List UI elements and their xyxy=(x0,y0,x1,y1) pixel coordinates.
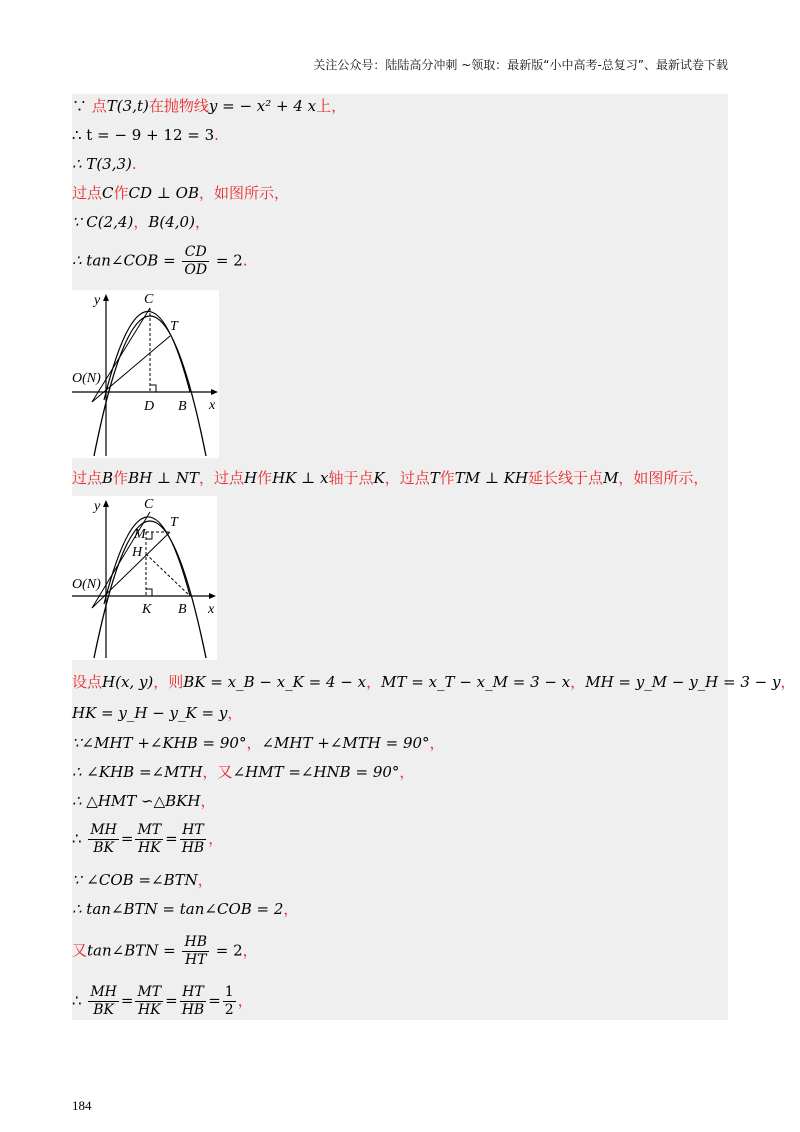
label-b: B xyxy=(178,399,187,414)
label-c: C xyxy=(144,497,154,512)
label-k: K xyxy=(142,602,152,617)
label-y: y xyxy=(94,499,101,514)
x-axis-arrow xyxy=(209,593,216,599)
line-2: ∴ t = − 9 + 12 = 3. xyxy=(72,126,219,144)
label-o-n: O(N) xyxy=(72,371,101,386)
label-y: y xyxy=(94,293,101,308)
fraction-cd-od: $\frac{CD}{OD}$ xyxy=(184,244,208,278)
line-oc xyxy=(92,308,150,402)
figure-parabola-1 xyxy=(72,290,219,458)
line-14: ∵ ∠COB =∠BTN， xyxy=(72,871,213,889)
page-header: 关注公众号：陆陆高分冲刺 ~领取：最新版“小中高考-总复习”、最新试卷下载 xyxy=(313,58,728,72)
line-1: ∵ 点T(3,t)在抛物线y = − x² + 4 x上， xyxy=(72,97,347,115)
x-axis-arrow xyxy=(211,389,218,395)
figure-parabola-2 xyxy=(72,496,217,660)
right-angle-m xyxy=(146,532,152,539)
fraction-one-half: $\frac{1}{2}$ xyxy=(224,984,234,1018)
line-17: ∴ $\frac{MH}{BK}$ = $\frac{MT}{HK}$ = $\frac{HT}{HB}$ = $\frac{1}{2}$ ， xyxy=(72,984,253,1018)
line-5: ∵ C(2,4)，B(4,0)， xyxy=(72,213,210,231)
line-13: ∴ $\frac{MH}{BK}$ = $\frac{MT}{HK}$ = $\frac{HT}{HB}$ ， xyxy=(72,822,224,856)
y-axis-arrow xyxy=(103,500,109,507)
fraction-hb-ht: $\frac{HB}{HT}$ xyxy=(184,934,207,968)
label-x: x xyxy=(208,602,215,617)
line-3: ∴ T(3,3). xyxy=(72,155,137,173)
page-number: 184 xyxy=(72,1098,92,1113)
line-16: 又tan∠BTN = $\frac{HB}{HT}$ = 2， xyxy=(72,934,258,968)
label-o-n: O(N) xyxy=(72,577,101,592)
right-angle-k xyxy=(146,589,152,596)
solution-content xyxy=(72,94,796,1020)
fraction-ht-hb: $\frac{HT}{HB}$ xyxy=(181,822,205,856)
line-7: 过点B作BH ⊥ NT，过点H作HK ⊥ x轴于点K，过点T作TM ⊥ KH延长线于点M，如图所示， xyxy=(72,469,709,487)
label-h: H xyxy=(132,545,143,560)
line-10: ∵∠MHT +∠KHB = 90°，∠MHT +∠MTH = 90°， xyxy=(72,734,445,752)
line-11: ∴ ∠KHB =∠MTH，又∠HMT =∠HNB = 90°， xyxy=(72,763,415,781)
label-b: B xyxy=(178,602,187,617)
fraction-mh-bk: $\frac{MH}{BK}$ xyxy=(90,822,117,856)
line-8: 设点H(x, y)，则BK = x_B − x_K = 4 − x，MT = x_T − x_M = 3 − x，MH = y_M − y_H = 3 − y， xyxy=(72,673,796,691)
label-m: M xyxy=(134,527,146,542)
y-axis-arrow xyxy=(103,294,109,301)
fraction-ht-hb: $\frac{HT}{HB}$ xyxy=(181,984,205,1018)
line-6: ∴ tan∠COB = $\frac{CD}{OD}$ = 2. xyxy=(72,244,248,278)
line-15: ∴ tan∠BTN = tan∠COB = 2， xyxy=(72,900,299,918)
label-t: T xyxy=(170,515,178,530)
fraction-mt-hk: $\frac{MT}{HK}$ xyxy=(137,822,162,856)
line-9: HK = y_H − y_K = y， xyxy=(72,704,243,722)
right-angle-d xyxy=(150,385,156,392)
fraction-mh-bk: $\frac{MH}{BK}$ xyxy=(90,984,117,1018)
line-12: ∴ △HMT ∽△BKH， xyxy=(72,792,216,810)
parabola-inner xyxy=(104,517,190,604)
line-4: 过点C作CD ⊥ OB，如图所示， xyxy=(72,184,289,202)
fraction-mt-hk: $\frac{MT}{HK}$ xyxy=(137,984,162,1018)
label-x: x xyxy=(209,398,216,413)
label-c: C xyxy=(144,292,154,307)
label-d: D xyxy=(144,399,155,414)
label-t: T xyxy=(170,319,178,334)
